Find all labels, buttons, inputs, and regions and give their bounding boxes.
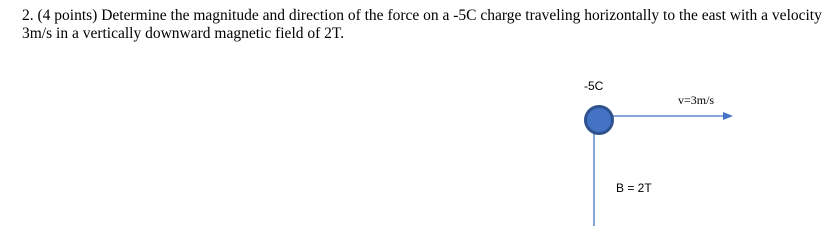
charge-label: -5C [584, 79, 604, 93]
charge-circle [586, 107, 613, 134]
velocity-arrowhead [723, 112, 733, 120]
question-text: 2. (4 points) Determine the magnitude and direction of the force on a -5C charge traveling horizontally to the east with a velocity 3m/s in a vertically downward magnetic field of 2T. [22, 7, 822, 42]
velocity-label: v=3m/s [678, 93, 715, 107]
magnetic-field-label: B = 2T [616, 181, 652, 195]
